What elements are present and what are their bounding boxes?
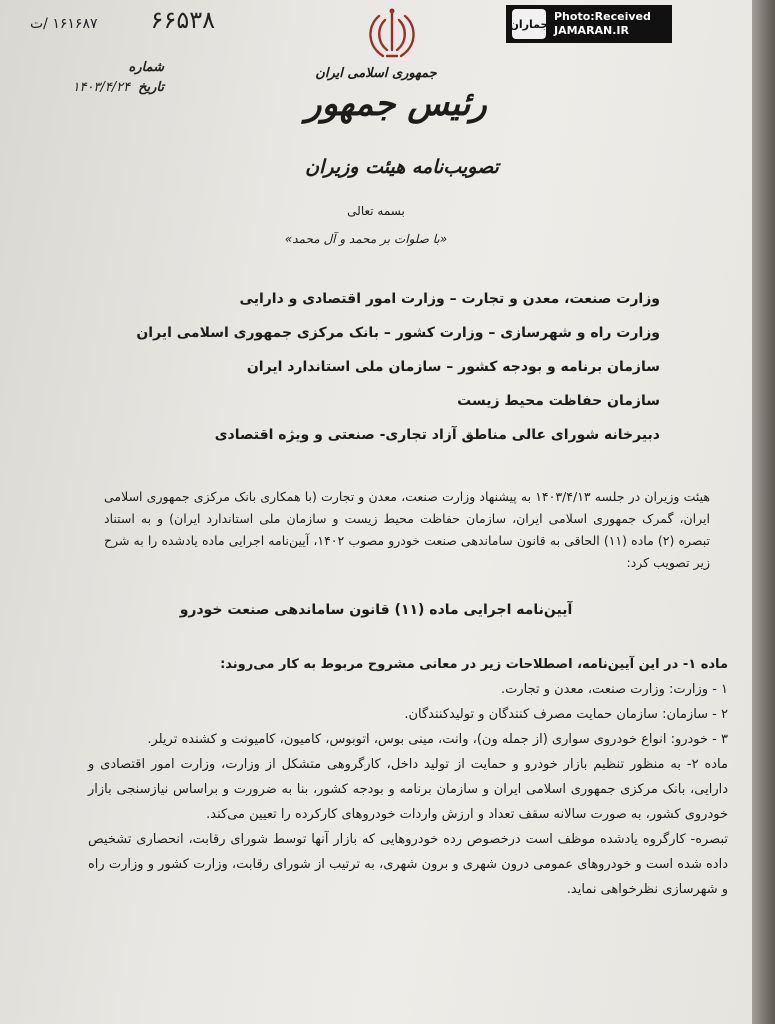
paper-edge — [752, 0, 775, 1024]
salawat-line: «با صلوات بر محمد و آل محمد» — [284, 232, 448, 246]
recipient-line: سازمان برنامه و بودجه کشور – سازمان ملی استاندارد ایران — [246, 359, 660, 375]
jamaran-logo: جماران — [512, 9, 546, 39]
iran-emblem-icon — [363, 6, 421, 62]
republic-line: جمهوری اسلامی ایران — [315, 66, 437, 81]
recipient-line: دبیرخانه شورای عالی مناطق آزاد تجاری- صنعتی و ویژه اقتصادی — [214, 427, 660, 443]
letter-number — [30, 6, 215, 34]
article-1-intro: ماده ۱- در این آیین‌نامه، اصطلاحات زیر در معانی مشروح مربوط به کار می‌روند: — [220, 657, 728, 672]
regulation-title: آیین‌نامه اجرایی ماده (۱۱) قانون ساماندهی صنعت خودرو — [179, 602, 573, 618]
recipients-list — [100, 284, 660, 454]
article-2: ماده ۲- به منظور تنظیم بازار خودرو و حمایت از تولید داخل، کارگروهی متشکل از وزارت، وزارت امور اقتصادی و دارایی، بانک مرکزی جمهوری اسلامی ایران و سازمان برنامه و بودجه کشور، بنا به ضرورت و براساس نیازسنجی بازار خودروی کشور، به صورت سالانه سقف تعداد و ارزش واردات خودروهای کارکرده را تعیین می‌کند. — [88, 757, 728, 822]
recipient-line: وزارت صنعت، معدن و تجارت – وزارت امور اقتصادی و دارایی — [239, 291, 660, 307]
intro-paragraph: هیئت وزیران در جلسه ۱۴۰۳/۴/۱۳ به پیشنهاد وزارت صنعت، معدن و تجارت (با همکاری بانک مرکزی جمهوری اسلامی ایران، گمرک جمهوری اسلامی ایران، سازمان حفاظت محیط زیست و سازمان ملی استاندارد ایران) و به استناد تبصره (۲) ماده (۱۱) الحاقی به قانون ساماندهی صنعت خودرو مصوب ۱۴۰۲، آیین‌نامه اجرایی ماده یادشده را به شرح زیر تصویب کرد: — [104, 489, 710, 570]
watermark-site: JAMARAN.IR — [554, 24, 629, 37]
watermark-photo-credit: Photo:Received — [554, 10, 651, 23]
recipient-line: وزارت راه و شهرسازی – وزارت کشور – بانک مرکزی جمهوری اسلامی ایران — [136, 325, 660, 341]
date-value: ۱۴۰۳/۴/۲۴ — [72, 80, 131, 95]
definition-item: ۲ - سازمان: سازمان حمایت مصرف کنندگان و تولیدکنندگان. — [404, 707, 728, 722]
recipient-line: سازمان حفاظت محیط زیست — [457, 393, 660, 409]
regulation-body — [88, 652, 728, 902]
bismillah: بسمه تعالی — [347, 204, 405, 218]
number-value: ۱۶۱۶۸۷ /ت — [30, 16, 98, 32]
number-stamp: ۶۶۵۳۸ — [150, 6, 215, 34]
jamaran-watermark — [506, 5, 672, 43]
definition-item: ۱ - وزارت: وزارت صنعت، معدن و تجارت. — [500, 682, 728, 697]
president-title: رئیس جمهور — [305, 84, 487, 124]
date-label: تاریخ — [138, 80, 164, 95]
definition-item: ۳ - خودرو: انواع خودروی سواری (از جمله ون)، وانت، مینی بوس، اتوبوس، کامیون، کامیونت و کشنده تریلر. — [147, 732, 728, 747]
article-2-note: تبصره- کارگروه یادشده موظف است درخصوص رده خودروهایی که بازار آنها توسط شورای رقابت، انحصاری تشخیص داده شده است و خودروهای عمومی درون شهری و برون شهری، به ترتیب از شورای رقابت، وزارت کشور و وزارت راه و شهرسازی نظرخواهی نماید. — [88, 832, 728, 897]
number-label: شماره — [128, 60, 164, 75]
cabinet-approval-title: تصویب‌نامه هیئت وزیران — [305, 156, 499, 178]
